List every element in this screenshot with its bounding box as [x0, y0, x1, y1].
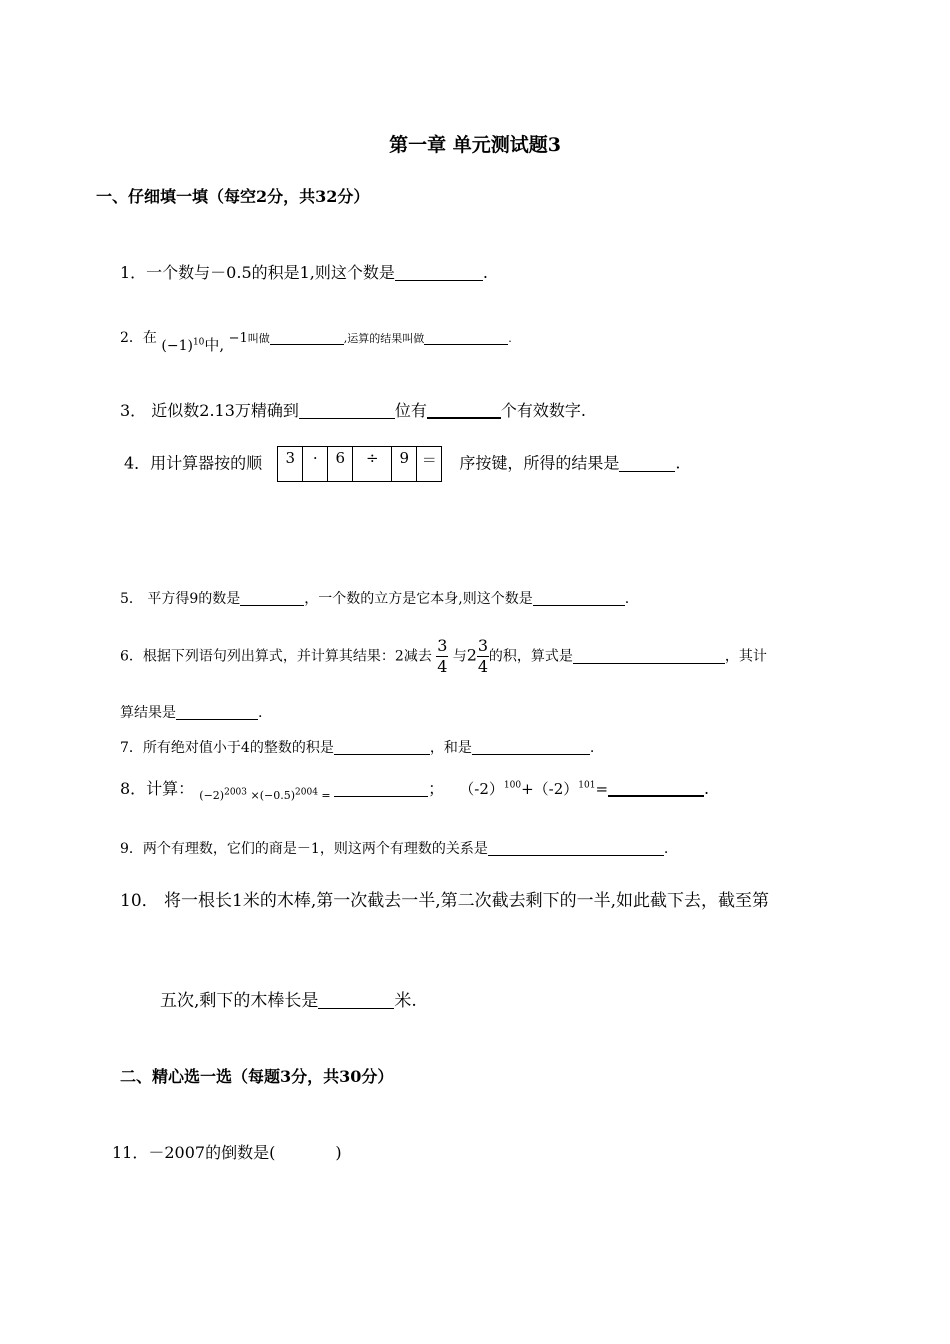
- fraction: $\frac{3}{4}$: [437, 636, 448, 676]
- answer-blank[interactable]: [608, 779, 704, 797]
- answer-blank[interactable]: [619, 455, 675, 472]
- answer-blank[interactable]: [334, 780, 428, 797]
- key-decimal: ·: [303, 447, 328, 481]
- answer-blank[interactable]: [573, 649, 725, 664]
- question-8: 8．计算： $_{(-2)^{2003} \times(-0.5)^{2004} =}$ ； $(-2)^{100}+(-2)^{101}=$ .: [120, 779, 710, 802]
- key-divide: ÷: [353, 447, 392, 481]
- question-1: 1．一个数与－0.5的积是1,则这个数是 .: [120, 263, 488, 282]
- key-equals: ＝: [421, 451, 437, 469]
- section-heading-fill-in: 一、仔细填一填（每空2分，共32分）: [96, 187, 370, 206]
- answer-blank[interactable]: [270, 330, 344, 345]
- answer-blank[interactable]: [472, 740, 590, 755]
- answer-blank[interactable]: [424, 330, 508, 345]
- question-5: 5． 平方得9的数是 ，一个数的立方是它本身,则这个数是 .: [120, 591, 630, 607]
- answer-blank[interactable]: [334, 740, 430, 755]
- answer-blank[interactable]: [488, 841, 664, 856]
- question-3: 3． 近似数2.13万精确到 位有 个有效数字.: [120, 401, 587, 420]
- question-11: 11．－2007的倒数是( ): [112, 1143, 342, 1162]
- calculator-keys: [277, 446, 442, 482]
- answer-blank[interactable]: [176, 705, 258, 720]
- key-9: 9: [392, 447, 417, 481]
- answer-blank[interactable]: [240, 591, 304, 606]
- answer-blank[interactable]: [299, 402, 395, 419]
- question-4: 4．用计算器按的顺 3 · 6 ÷ 9 ＝ 序按键，所得的结果是 .: [124, 446, 680, 482]
- key-6: 6: [328, 447, 353, 481]
- question-6-line2: 算结果是 .: [120, 705, 263, 721]
- answer-blank[interactable]: [533, 591, 625, 606]
- answer-blank[interactable]: [427, 401, 501, 419]
- answer-blank[interactable]: [395, 264, 483, 281]
- question-10-line2: 五次,剩下的木棒长是 米.: [160, 991, 417, 1011]
- page-title: 第一章 单元测试题3: [389, 134, 561, 156]
- question-9: 9．两个有理数，它们的商是－1，则这两个有理数的关系是 .: [120, 841, 669, 857]
- fraction: $\frac{3}{4}$: [477, 636, 489, 676]
- answer-blank[interactable]: [318, 991, 394, 1009]
- question-2: 2．在 $(-1)^{10}$中, −1叫做 ,运算的结果叫做 .: [120, 330, 512, 354]
- question-10: 10． 将一根长1米的木棒,第一次截去一半,第二次截去剩下的一半,如此截下去，截至第: [120, 891, 770, 911]
- section-heading-multiple-choice: 二、精心选一选（每题3分，共30分）: [120, 1067, 394, 1086]
- question-6: 6．根据下列语句列出算式，并计算其结果：2减去 $\frac{3}{4}$ 与2 $\frac{3}{4}$ 的积，算式是 ，其计: [120, 636, 767, 676]
- question-7: 7．所有绝对值小于4的整数的积是 ，和是 .: [120, 740, 595, 756]
- key-3: 3: [278, 447, 303, 481]
